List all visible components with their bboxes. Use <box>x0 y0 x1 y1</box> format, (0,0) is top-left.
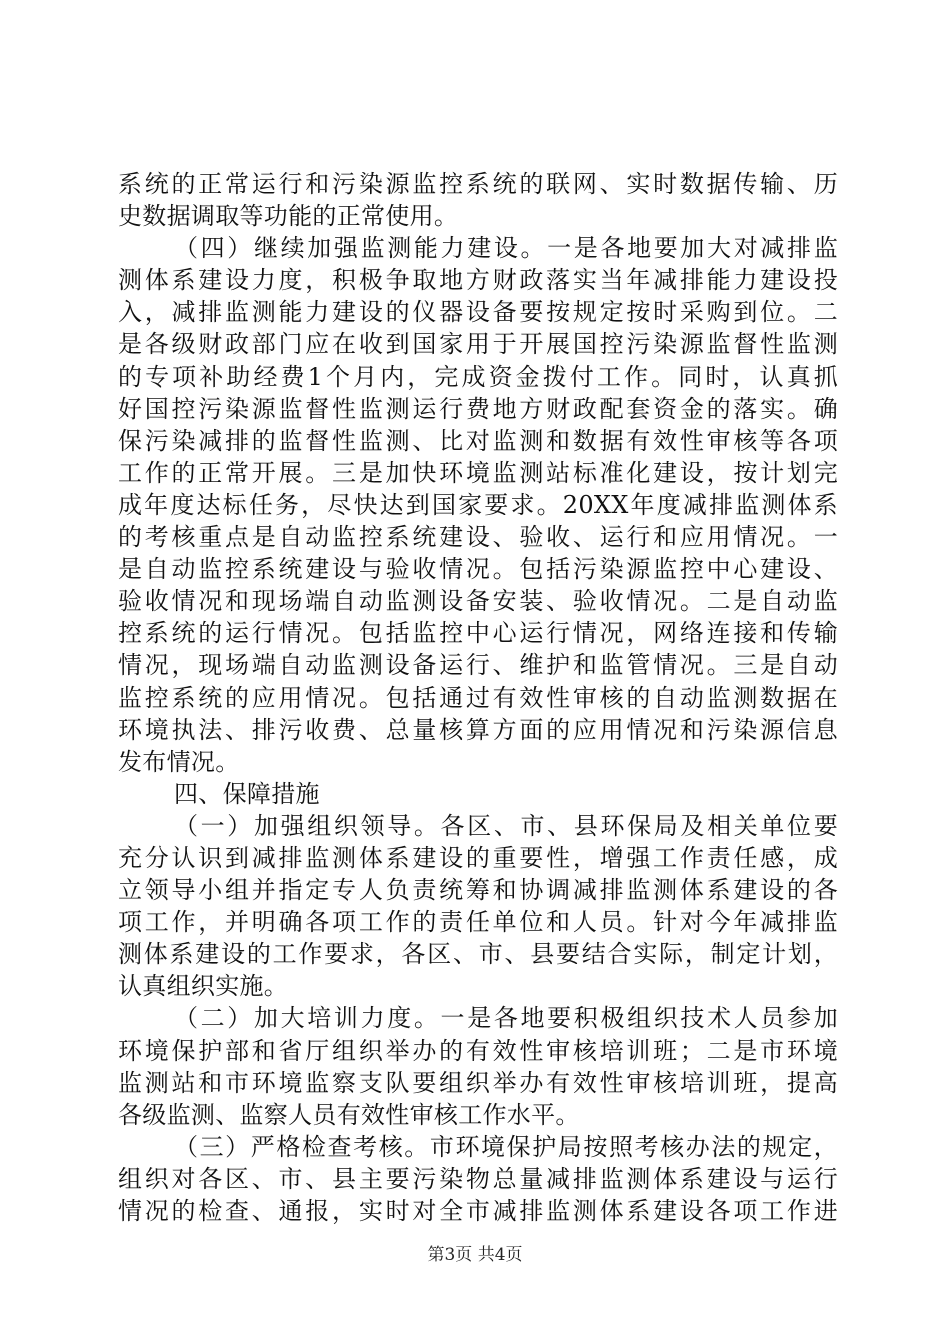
text-line: 史数据调取等功能的正常使用。 <box>118 202 459 231</box>
text-line: 项工作，并明确各项工作的责任单位和人员。针对今年减排监 <box>118 908 838 937</box>
text-line: 好国控污染源监督性监测运行费地方财政配套资金的落实。确 <box>118 394 838 423</box>
paragraph-start-line: （三）严格检查考核。市环境保护局按照考核办法的规定， <box>174 1132 838 1161</box>
text-line: 工作的正常开展。三是加快环境监测站标准化建设，按计划完 <box>118 458 838 487</box>
text-line: 各级监测、监察人员有效性审核工作水平。 <box>118 1100 580 1129</box>
paragraph-start-line: （一）加强组织领导。各区、市、县环保局及相关单位要 <box>174 811 838 840</box>
document-body <box>118 168 838 1227</box>
text-line: 是自动监控系统建设与验收情况。包括污染源监控中心建设、 <box>118 555 838 584</box>
text-line: 是各级财政部门应在收到国家用于开展国控污染源监督性监测 <box>118 330 838 359</box>
section-heading: 四、保障措施 <box>174 779 320 808</box>
text-line: 保污染减排的监督性监测、比对监测和数据有效性审核等各项 <box>118 426 838 455</box>
text-line: 组织对各区、市、县主要污染物总量减排监测体系建设与运行 <box>118 1164 838 1193</box>
text-line: 情况，现场端自动监测设备运行、维护和监管情况。三是自动 <box>118 651 838 680</box>
paragraph-start-line: （四）继续加强监测能力建设。一是各地要加大对减排监 <box>174 234 838 263</box>
paragraph-start-line: （二）加大培训力度。一是各地要积极组织技术人员参加 <box>174 1004 838 1033</box>
text-line: 环境执法、排污收费、总量核算方面的应用情况和污染源信息 <box>118 715 838 744</box>
text-line: 控系统的运行情况。包括监控中心运行情况，网络连接和传输 <box>118 619 838 648</box>
text-line: 认真组织实施。 <box>118 972 289 1001</box>
text-line: 充分认识到减排监测体系建设的重要性，增强工作责任感，成 <box>118 843 838 872</box>
text-line: 监测站和市环境监察支队要组织举办有效性审核培训班，提高 <box>118 1068 838 1097</box>
text-line: 环境保护部和省厅组织举办的有效性审核培训班；二是市环境 <box>118 1036 838 1065</box>
text-line: 验收情况和现场端自动监测设备安装、验收情况。二是自动监 <box>118 587 838 616</box>
text-line: 情况的检查、通报，实时对全市减排监测体系建设各项工作进 <box>118 1197 838 1225</box>
text-line: 立领导小组并指定专人负责统筹和协调减排监测体系建设的各 <box>118 876 838 905</box>
page-number-footer: 第3页 共4页 <box>427 1245 523 1265</box>
text-line: 监控系统的应用情况。包括通过有效性审核的自动监测数据在 <box>118 683 838 712</box>
text-line: 成年度达标任务，尽快达到国家要求。20XX年度减排监测体系 <box>118 490 838 519</box>
text-line: 发布情况。 <box>118 747 240 776</box>
text-line: 入，减排监测能力建设的仪器设备要按规定按时采购到位。二 <box>118 298 838 327</box>
text-line: 的考核重点是自动监控系统建设、验收、运行和应用情况。一 <box>118 523 838 552</box>
text-line: 测体系建设力度，积极争取地方财政落实当年减排能力建设投 <box>118 266 838 295</box>
text-line: 系统的正常运行和污染源监控系统的联网、实时数据传输、历 <box>118 170 838 198</box>
text-line: 的专项补助经费1个月内，完成资金拨付工作。同时，认真抓 <box>118 362 838 391</box>
text-line: 测体系建设的工作要求，各区、市、县要结合实际，制定计划， <box>118 940 838 969</box>
